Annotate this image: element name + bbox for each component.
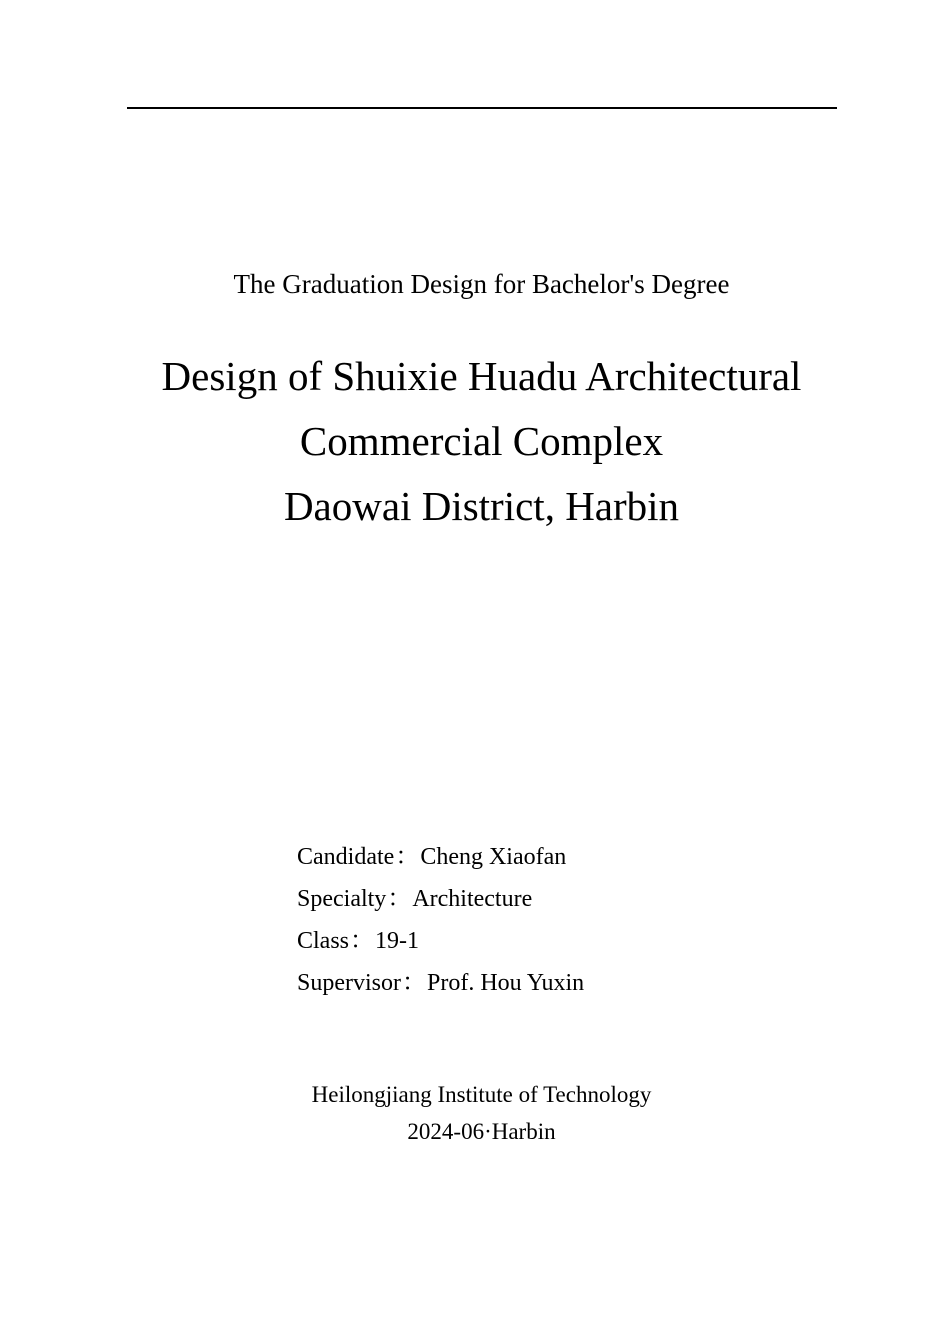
title-line-2: Commercial Complex (299, 418, 664, 464)
title-line-3: Daowai District, Harbin (283, 483, 680, 529)
specialty-label: Specialty (297, 886, 387, 912)
candidate-separator: ： (395, 844, 420, 870)
supervisor-label: Supervisor (297, 970, 401, 996)
candidate-value: Cheng Xiaofan (420, 844, 567, 870)
specialty-separator: ： (387, 886, 412, 912)
candidate-label: Candidate (297, 844, 395, 870)
class-separator: ： (350, 928, 375, 954)
top-horizontal-rule (127, 107, 837, 109)
institution-name: Heilongjiang Institute of Technology (311, 1082, 652, 1107)
supervisor-value: Prof. Hou Yuxin (427, 970, 585, 996)
info-row-supervisor (297, 964, 584, 1006)
info-row-candidate (297, 838, 584, 880)
specialty-value: Architecture (412, 886, 533, 912)
info-row-specialty (297, 880, 584, 922)
author-info-block (297, 838, 584, 1006)
class-value: 19-1 (375, 928, 420, 954)
date-place: 2024-06·Harbin (407, 1119, 556, 1144)
title-line-1: Design of Shuixie Huadu Architectural (161, 353, 802, 399)
supervisor-separator: ： (402, 970, 426, 996)
class-label: Class (297, 928, 350, 954)
degree-subtitle: The Graduation Design for Bachelor's Degree (233, 269, 730, 299)
info-row-class (297, 922, 584, 964)
institution-block (0, 1077, 950, 1151)
thesis-title (0, 346, 950, 541)
